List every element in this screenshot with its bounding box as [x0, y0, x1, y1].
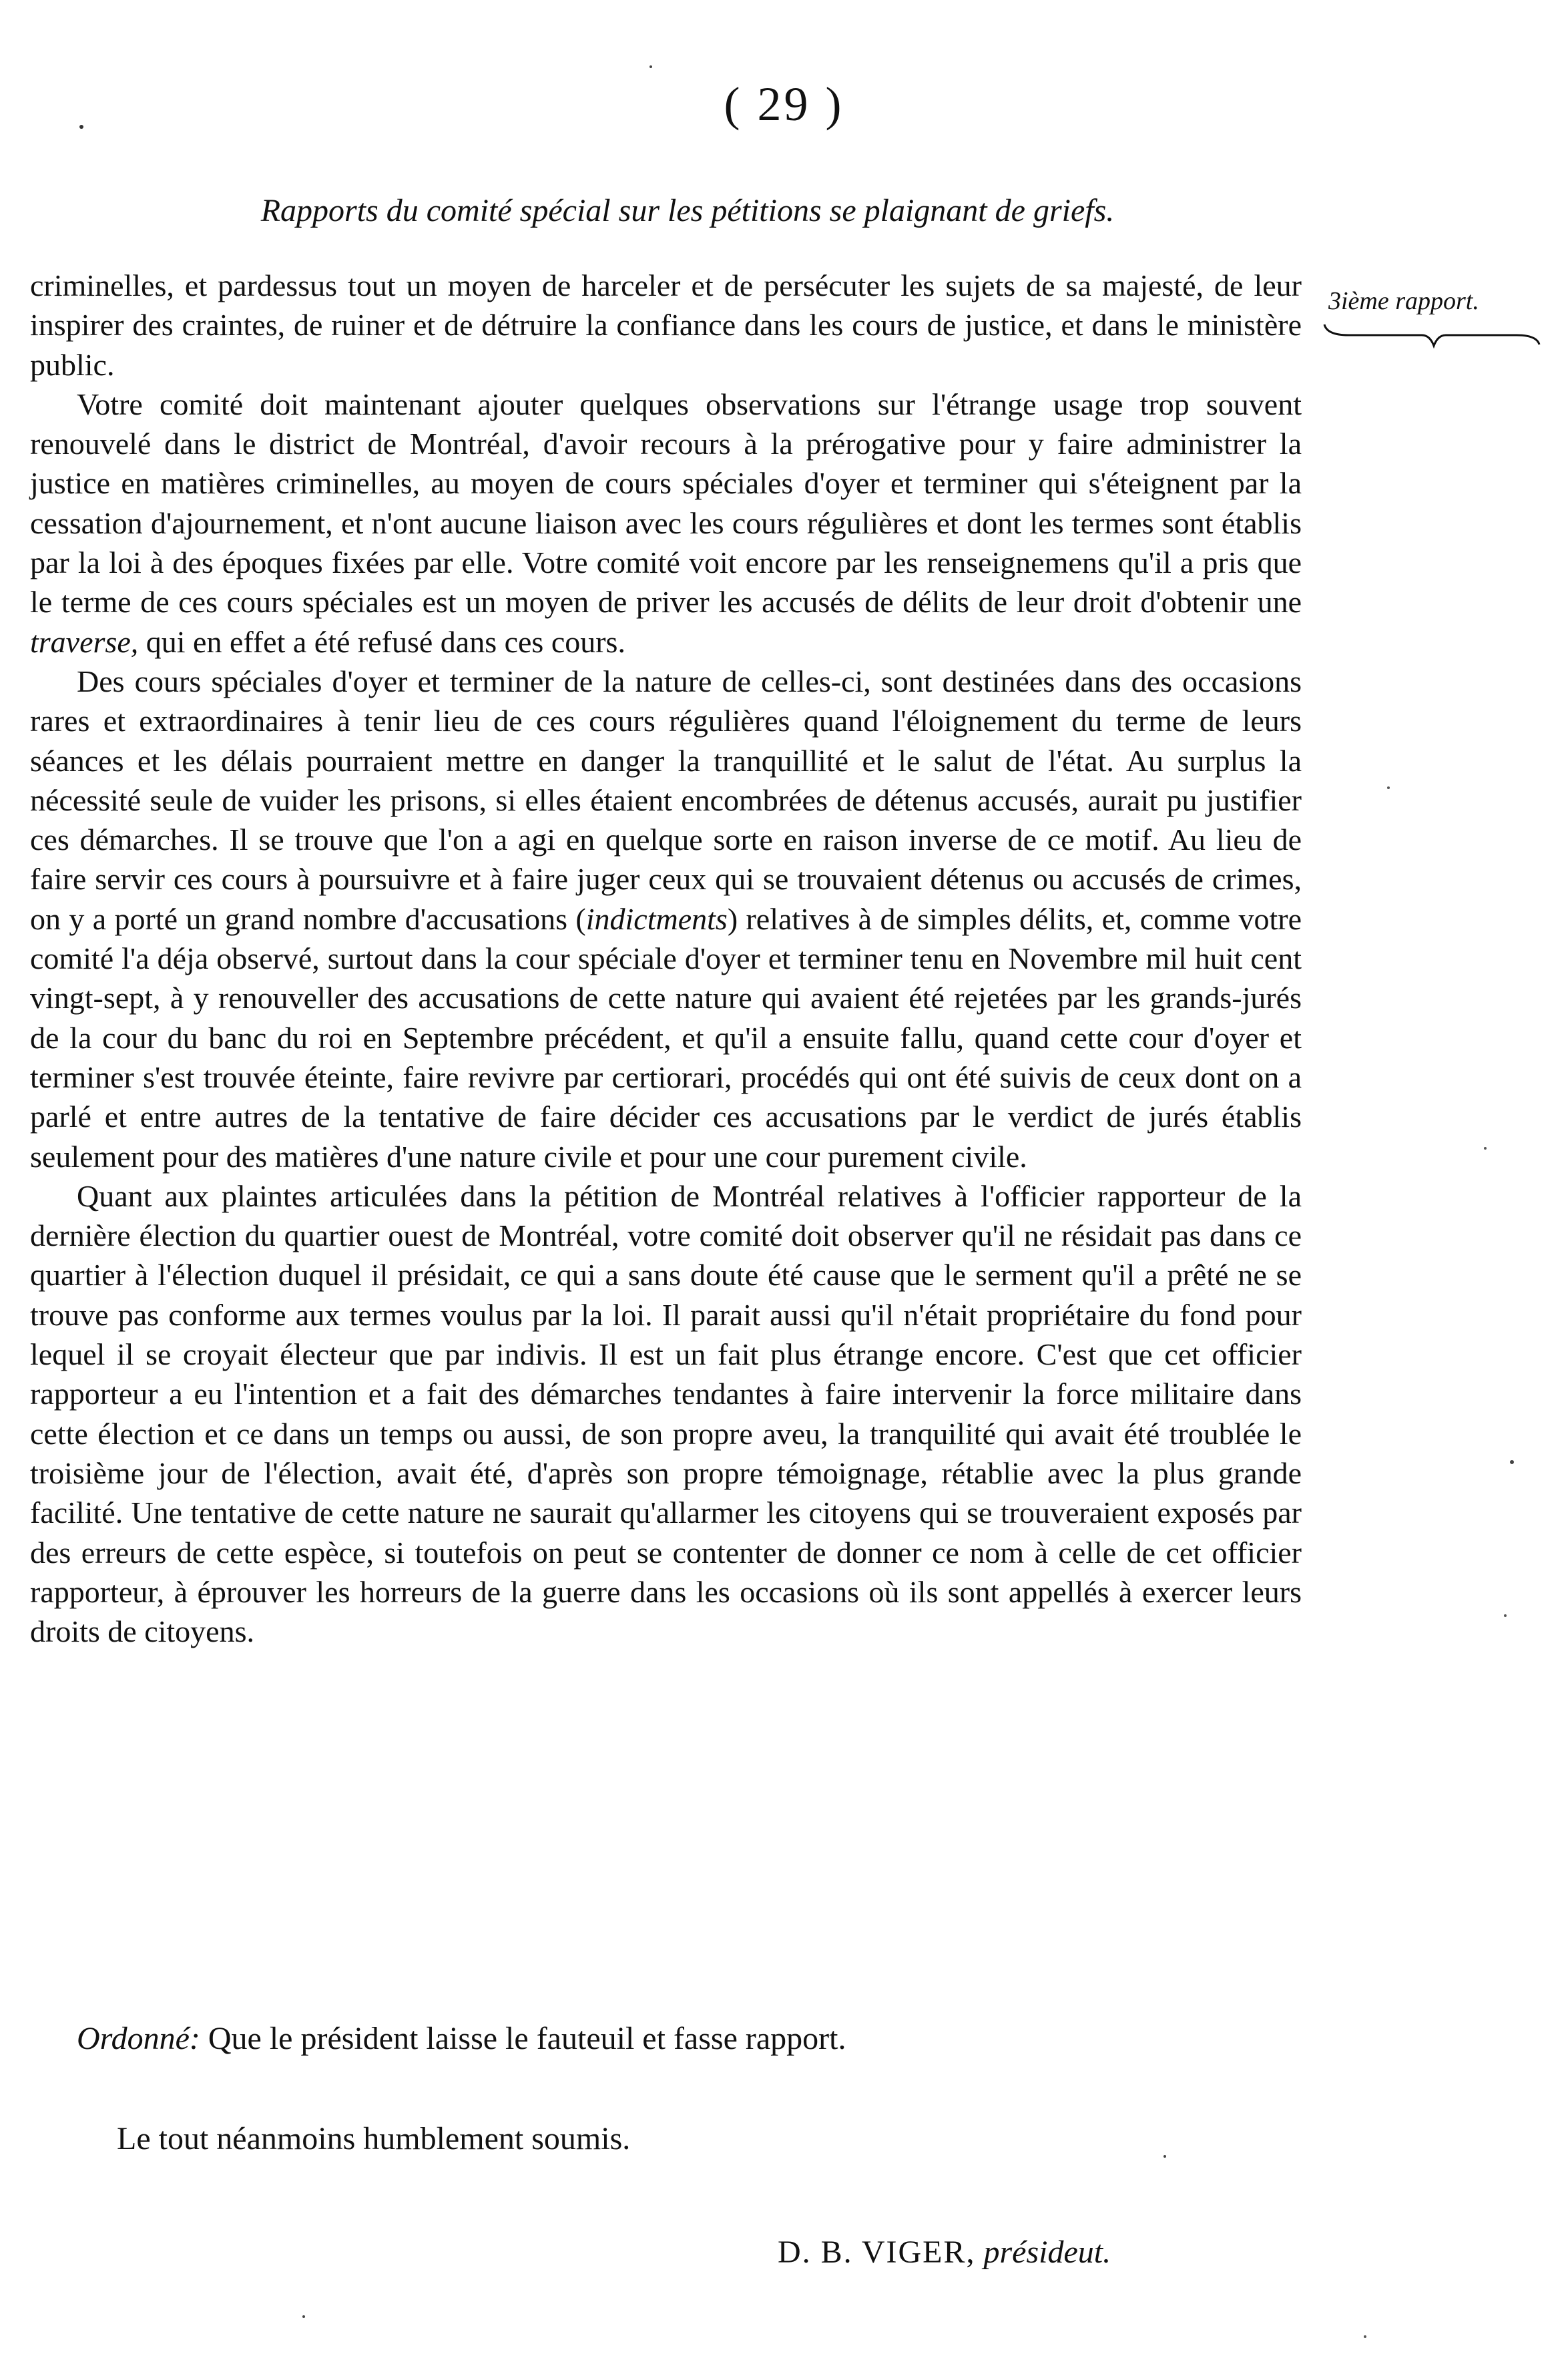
paragraph-2-text: Votre comité doit maintenant ajouter quelques observations sur l'étrange usage trop souvent renouvelé dans le district de Montréal, d'avoir recours à la prérogative pour y faire administrer la justice en matières criminelles, au moyen de cours spéciales d'oyer et terminer qui s'éteignent par la cessation d'ajournement, et n'ont aucune liaison avec les cours régulières et dont les termes sont établis par la loi à des époques fixées par elle. Votre comité voit encore par les renseignemens qu'il a pris que le terme de ces cours spéciales est un moyen de priver les accusés de délits de leur droit d'obtenir une: [30, 387, 1302, 620]
signature-name: D. B. VIGER,: [778, 2234, 976, 2270]
paragraph-3-text: Des cours spéciales d'oyer et terminer de la nature de celles-ci, sont destinées dans des occasions rares et extraordinaires à tenir lieu de ces cours régulières quand l'éloignement du terme de leurs séances et les délais pourraient mettre en danger la tranquillité et le salut de l'état. Au surplus la nécessité seule de vuider les prisons, si elles étaient encombrées de détenus accusés, aurait pu justifier ces démarches. Il se trouve que l'on a agi en quelque sorte en raison inverse de ce motif. Au lieu de faire servir ces cours à poursuivre et à faire juger ceux qui se trouvaient détenus ou accusés de crimes, on y a porté un grand nombre d'accusations (: [30, 664, 1302, 936]
page-number: ( 29 ): [724, 77, 844, 131]
signature: [778, 2234, 1111, 2270]
order-label: Ordonné:: [77, 2021, 200, 2056]
paragraph-2-italic-term: traverse,: [30, 624, 139, 659]
paragraph-3: [30, 662, 1302, 1176]
body-text: [30, 266, 1302, 1651]
paragraph-4: Quant aux plaintes articulées dans la pétition de Montréal relatives à l'officier rapporteur de la dernière élection du quartier ouest de Montréal, votre comité doit observer qu'il ne résidait pas dans ce quartier à l'élection duquel il présidait, ce qui a sans doute été cause que le serment qu'il a prêté ne se trouve pas conforme aux termes voulus par la loi. Il parait aussi qu'il n'était propriétaire du fond pour lequel il se croyait électeur que par indivis. Il est un fait plus étrange encore. C'est que cet officier rapporteur a eu l'intention et a fait des démarches tendantes à faire intervenir la force militaire dans cette élection et ce dans un temps ou aussi, de son propre aveu, la tranquilité qui avait été troublée le troisième jour de l'élection, avait été, d'après son propre témoignage, rétablie avec la plus grande facilité. Une tentative de cette nature ne saurait qu'allarmer les citoyens qui se trouveraient exposés par des erreurs de cette espèce, si toutefois on peut se contenter de donner ce nom à celle de cet officier rapporteur, à éprouver les horreurs de la guerre dans les occasions où ils sont appellés à exercer leurs droits de citoyens.: [30, 1178, 1302, 1649]
paragraph-3-tail: ) relatives à de simples délits, et, comme votre comité l'a déja observé, surtout dans la cour spéciale d'oyer et terminer tenu en Novembre mil huit cent vingt-sept, à y renouveller des accusations de cette nature qui avaient été rejetées par les grands-jurés de la cour du banc du roi en Septembre précédent, et qu'il a ensuite fallu, quand cette cour d'oyer et terminer s'est trouvée éteinte, faire revivre par certiorari, procédés qui ont été suivis de ceux dont on a parlé et entre autres de la tentative de faire décider ces accusations par le verdict de jurés établis seulement pour des matières d'une nature civile et pour une cour purement civile.: [30, 901, 1302, 1174]
paragraph-1: criminelles, et pardessus tout un moyen de harceler et de persécuter les sujets de sa majesté, de leur inspirer des craintes, de ruiner et de détruire la confiance dans les cours de justice, et dans le ministère public.: [30, 268, 1302, 382]
signature-title: présideut.: [975, 2234, 1111, 2270]
margin-note: 3ième rapport.: [1328, 287, 1479, 315]
paragraph-2: [30, 385, 1302, 662]
closing-line: Le tout néanmoins humblement soumis.: [117, 2121, 631, 2156]
paragraph-3-italic-term: indictments: [585, 901, 728, 936]
order-line: [77, 2023, 846, 2055]
margin-brace-icon: [1322, 320, 1542, 354]
paragraph-2-tail: qui en effet a été refusé dans ces cours.: [138, 624, 625, 659]
order-text: Que le président laisse le fauteuil et fasse rapport.: [200, 2021, 846, 2056]
running-head: Rapports du comité spécial sur les pétitions se plaignant de griefs.: [260, 193, 1115, 228]
